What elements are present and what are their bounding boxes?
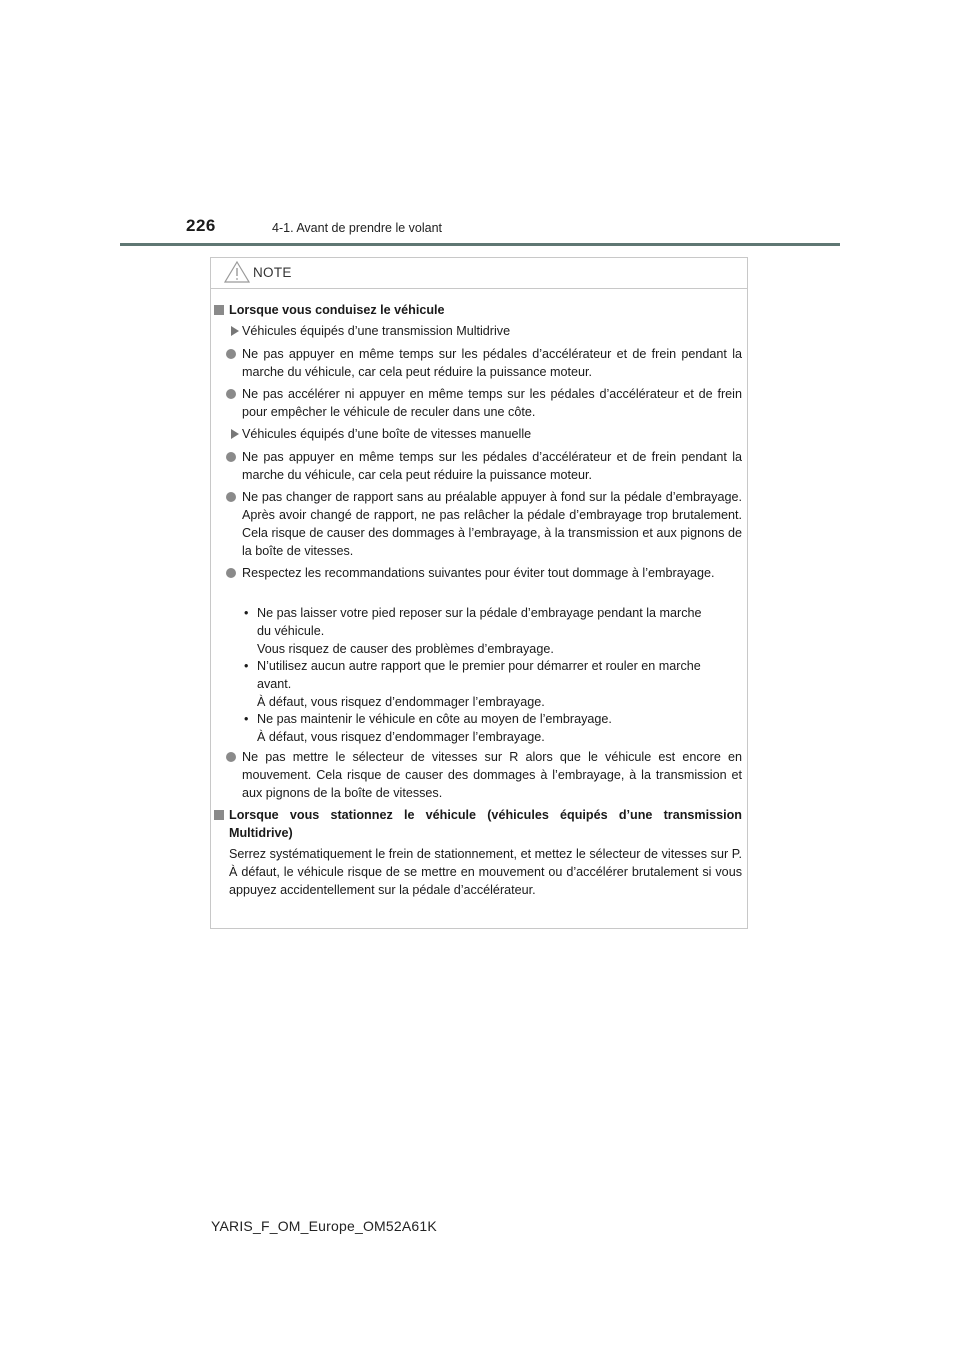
bullet-dot-icon [226,349,236,359]
bullet-dot-icon [226,568,236,578]
warning-triangle-icon [224,261,250,283]
square-marker-icon [214,810,224,820]
page-number: 226 [186,216,216,235]
bullet-dot-icon [226,492,236,502]
triangle-marker-icon [231,429,239,439]
note-label: NOTE [253,265,292,280]
note-box: NOTE Lorsque vous conduisez le véhicule Véhicules équipés d’une transmission Multidrive Ne pas appuyer en même temps sur les pédales d’accélérateur et de frein pendant la marche du véhicule, car cela peut réduire la puissance moteur. Ne pas accélérer ni appuyer en même temps sur les pédales d’accélérateur et de frein pour empêcher le véhicule de reculer dans une côte. Véhicules équipés d’une boîte de vitesses manuelle Ne pas appuyer en même temps sur les pédales d’accélérateur et de frein pendant la marche du véhicule, car cela peut réduire la puissance moteur. Ne pas changer de rapport sans au préalable appuyer à fond sur la pédale d’embrayage. Après avoir changé de rapport, ne pas relâcher la pédale d’embrayage trop brutalement. Cela risque de causer des dommages à l’embrayage, à la transmission et aux pignons de la boîte de vitesses. Respectez les recommandations suivantes pour éviter tout dommage à l’embrayage. • Ne pas laisser votre pied reposer sur la pédale d’embrayage pendant la marche du véhicule. Vous risquez de causer des problèmes d’embrayage. • N’utilisez aucun autre rapport que le premier pour démarrer et rouler en marche avant. À défaut, vous risquez d’endommager l’embrayage. • Ne pas maintenir le véhicule en côte au moyen de l’embrayage. À défaut, vous risquez d’endommager l’embrayage. Ne pas mettre le sélecteur de vitesses sur R alors que le véhicule est encore en mouvement. Cela risque de causer des dommages à l’embrayage, à la transmission et aux pignons de la boîte de vitesses. Lorsque vous stationnez le véhicule (véhicules équipés d’une transmission Multidrive) Serrez systématiquement le frein de stationnement, et mettez le sélecteur de vitesses sur P. À défaut, le véhicule risque de se mettre en mouvement ou d’accélérer brutalement si vous appuyez accidentellement sur la pédale d’accélérateur. [210,257,748,929]
note-header [211,258,747,289]
bullet-dot-icon [226,752,236,762]
footer-doc-code: YARIS_F_OM_Europe_OM52A61K [211,1218,437,1234]
bullet-dot-icon [226,389,236,399]
header-rule [120,243,840,246]
square-marker-icon [214,305,224,315]
triangle-marker-icon [231,326,239,336]
bullet-dot-icon [226,452,236,462]
section-title: 4-1. Avant de prendre le volant [272,221,443,235]
